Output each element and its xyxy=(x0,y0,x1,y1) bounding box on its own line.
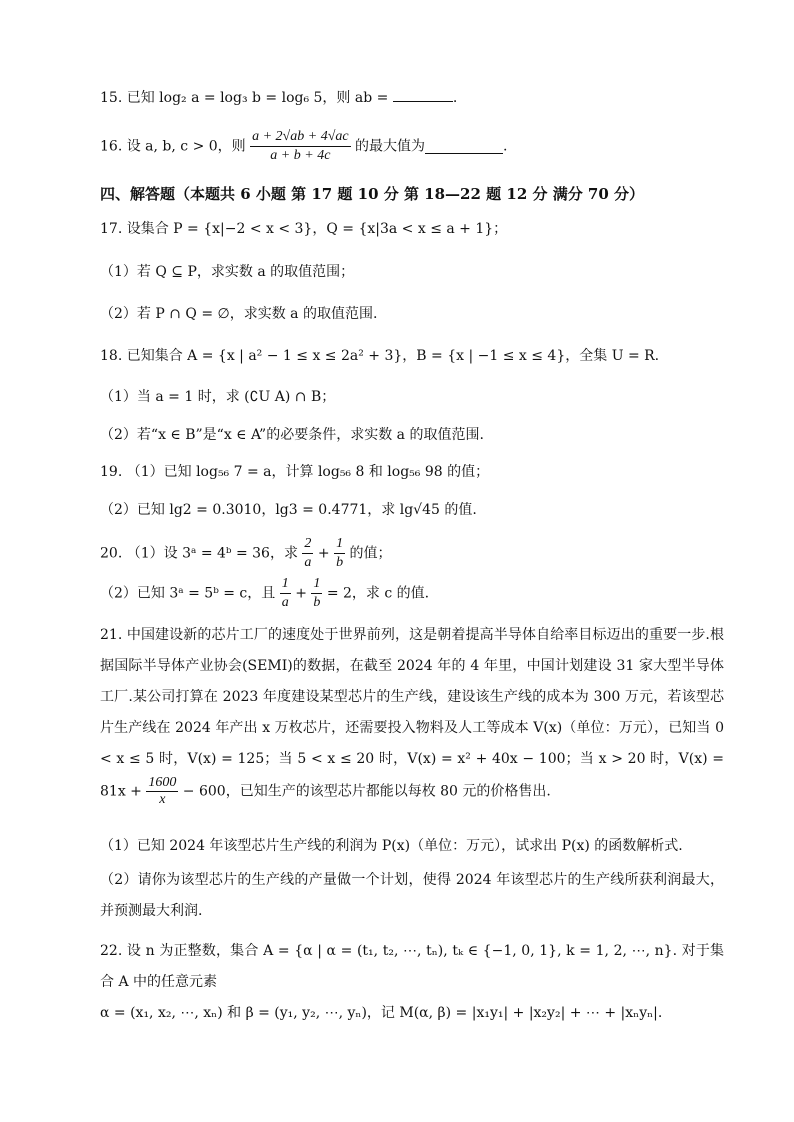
q20-p1-frac-2 xyxy=(334,535,345,572)
q18-part1: （1）当 a = 1 时，求 (∁U A) ∩ B； xyxy=(100,389,336,405)
q21-text-a: 21. 中国建设新的芯片工厂的速度处于世界前列，这是朝着提高半导体自给率目标迈出的重要一步.根据国际半导体产业协会(SEMI)的数据，在截至 2024 年的 4 年里，中国计划建设 31 家大型半导体工厂.某公司打算在 2023 年度建设某型芯片的生产线，建设该生产线的成本为 300 万元，若该型芯片生产线在 2024 年产出 x 万枚芯片，还需要投入物料及人工等成本 V(x)（单位：万元），已知当 0 < x ≤ 5 时，V(x) = 125；当 5 < x ≤ 20 时，V(x) = x² + 40x − 100；当 x > 20 时，V(x) = 81x + xyxy=(100,627,724,800)
q16-denominator: a + b + 4c xyxy=(270,148,331,163)
q16-answer-blank[interactable] xyxy=(425,139,503,154)
q18-part2: （2）若“x ∈ B”是“x ∈ A”的必要条件，求实数 a 的取值范围. xyxy=(100,427,484,443)
frac-denominator: b xyxy=(313,595,321,610)
q20-p1-lead: 20. （1）设 3ᵃ = 4ᵇ = 36，求 xyxy=(100,545,298,562)
plus-sign: + xyxy=(295,585,307,602)
q16-end: . xyxy=(503,138,508,155)
q17-part1: （1）若 Q ⊆ P，求实数 a 的取值范围； xyxy=(100,264,355,280)
section-heading: 四、解答题（本题共 6 小题 第 17 题 10 分 第 18—22 题 12 分 满分 70 分） xyxy=(100,185,645,203)
q18-stem: 18. 已知集合 A = {x | a² − 1 ≤ x ≤ 2a² + 3}，B = {x | −1 ≤ x ≤ 4}，全集 U = R. xyxy=(100,348,660,364)
q21-text-b: − 600，已知生产的该型芯片都能以每枚 80 元的价格售出. xyxy=(182,783,551,800)
q22-line1: 22. 设 n 为正整数，集合 A = {α | α = (t₁, t₂, ⋯, tₙ), tₖ ∈ {−1, 0, 1}, k = 1, 2, ⋯, n}. 对于集合 A 中的任意元素 xyxy=(100,943,724,990)
q15-answer-blank[interactable] xyxy=(393,87,453,102)
q19-part1: 19. （1）已知 log₅₆ 7 = a，计算 log₅₆ 8 和 log₅₆ 98 的值； xyxy=(100,464,490,480)
q20-p2-frac-2 xyxy=(311,575,322,612)
q16-numerator: a + 2√ab + 4√ac xyxy=(250,128,350,147)
q20-part1 xyxy=(100,535,392,572)
q20-p2-frac-1 xyxy=(280,575,291,612)
frac-denominator: a xyxy=(304,555,312,570)
q20-p1-tail: 的值； xyxy=(349,545,392,562)
frac-numerator: 2 xyxy=(302,535,313,554)
q20-p1-frac-1 xyxy=(302,535,313,572)
q20-p2-lead: （2）已知 3ᵃ = 5ᵇ = c，且 xyxy=(100,585,276,602)
q21-part1: （1）已知 2024 年该型芯片生产线的利润为 P(x)（单位：万元），试求出 P(x) 的函数解析式. xyxy=(100,838,683,854)
frac-denominator: a xyxy=(281,595,289,610)
q17-part2: （2）若 P ∩ Q = ∅，求实数 a 的取值范围. xyxy=(100,306,378,322)
frac-numerator: 1 xyxy=(334,535,345,554)
plus-sign: + xyxy=(317,545,330,562)
q21-part2: （2）请你为该型芯片的生产线的产量做一个计划，使得 2024 年该型芯片的生产线所获利润最大，并预测最大利润. xyxy=(100,872,724,919)
q21-fraction xyxy=(146,775,178,808)
q15-tail: . xyxy=(452,90,458,106)
q22-line2: α = (x₁, x₂, ⋯, xₙ) 和 β = (y₁, y₂, ⋯, yₙ)，记 M(α, β) = |x₁y₁| + |x₂y₂| + ⋯ + |xₙyₙ|. xyxy=(100,1005,663,1021)
q20-part2 xyxy=(100,575,429,612)
frac-numerator: 1 xyxy=(311,575,322,594)
q22-stem xyxy=(100,936,724,1029)
frac-denominator: b xyxy=(336,555,344,570)
q17-stem: 17. 设集合 P = {x|−2 < x < 3}，Q = {x|3a < x ≤ a + 1}； xyxy=(100,221,508,237)
q16-tail: 的最大值为 xyxy=(355,138,426,155)
q21-stem xyxy=(100,620,724,808)
q16-lead: 16. 设 a, b, c > 0，则 xyxy=(100,138,246,155)
q16-fraction xyxy=(250,128,350,165)
question-16 xyxy=(100,128,508,165)
frac-denominator: x xyxy=(159,792,166,807)
q20-p2-tail: = 2，求 c 的值. xyxy=(326,585,430,602)
q19-part2: （2）已知 lg2 = 0.3010，lg3 = 0.4771，求 lg√45 的值. xyxy=(100,502,477,518)
q15-text: 15. 已知 log₂ a = log₃ b = log₆ 5，则 ab = xyxy=(100,90,393,106)
frac-numerator: 1600 xyxy=(148,775,177,790)
frac-numerator: 1 xyxy=(280,575,291,594)
question-15 xyxy=(100,87,457,108)
